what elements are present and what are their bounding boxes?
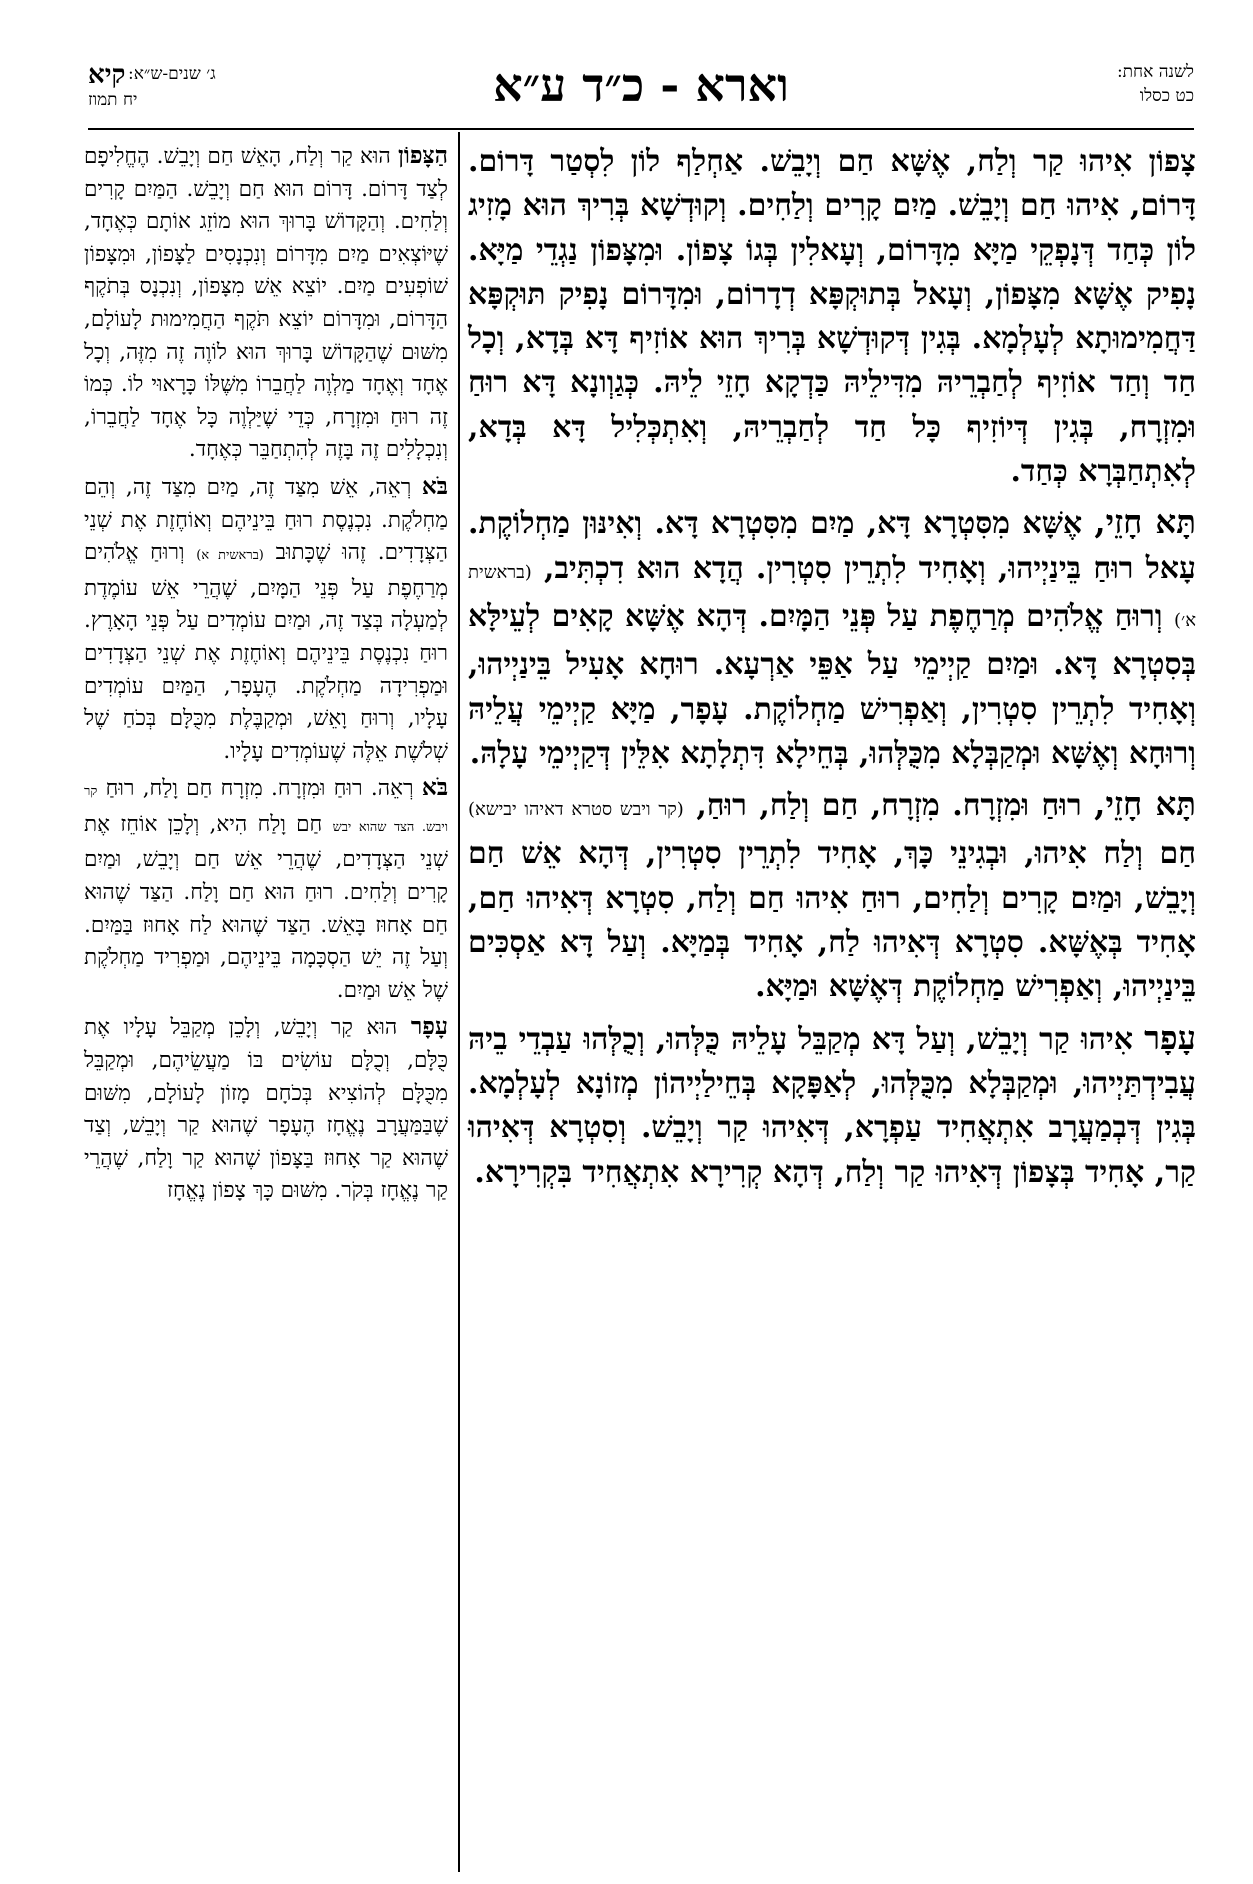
page-title: וארא - כ״ד ע״א <box>493 58 789 112</box>
main-text: וְרוּחַ אֱלֹהִים מְרַחֶפֶת עַל פְּנֵי הַמָּיִם. דְּהָא אֶשָּׁא קָאִים לְעֵילָּא בְּסִטְרָא דָּא. וּמַיִם קַיְימֵי עַל אַפֵּי אַרְעָא. רוּחָא אָעִיל בֵּינַיְיהוּ, וְאָחִיד לִתְרֵין סִטְרִין, וְאַפְרִישׁ מַחְלוֹקֶת. עָפָר, מַיָּא קַיְימֵי עֲלֵיהּ וְרוּחָא וְאֶשָּׁא וּמְקַבְּלָא מִכֻּלְּהוּ, בְּחֵילָא דִּתְלָתָא אִלֵּין דְּקַיְימֵי עָלָהּ. <box>468 598 1196 771</box>
translation-paragraph <box>84 772 448 1007</box>
paragraph-lead: בֹּא <box>421 472 448 500</box>
scripture-reference: (בראשית א) <box>196 548 264 564</box>
translation-paragraph <box>84 140 448 467</box>
main-paragraph <box>468 500 1196 776</box>
main-paragraph <box>468 140 1196 494</box>
paragraph-lead: עָפָר <box>1144 1018 1196 1057</box>
column-divider <box>458 132 460 1872</box>
translation-text: רְאֵה, אֵשׁ מִצַּד זֶה, מַיִם מִצַּד זֶה, וְהֵם מַחְלֹקֶת. נִכְנֶסֶת רוּחַ בֵּינֵיהֶם וְאוֹחֶזֶת אֶת שְׁנֵי הַצְּדָדִים. זֶהוּ שֶׁכָּתוּב <box>84 474 448 566</box>
main-text: חַם וְלַח אִיהוּ, וּבְגִינֵי כָּךְ, אָחִיד לִתְרֵין סִטְרִין, דְּהָא אֵשׁ חַם וְיָבֵשׁ, וּמַיִם קָרִים וְלַחִים, רוּחַ אִיהוּ חַם וְלַח, סִטְרָא דְּאִיהוּ חַם, אָחִיד בְּאֶשָּׁא. סִטְרָא דְּאִיהוּ לַח, אָחִיד בְּמַיָּא. וְעַל דָּא אַסְכִּים בֵּינַיְיהוּ, וְאַפְרִישׁ מַחְלוֹקֶת דְּאֶשָּׁא וּמַיָּא. <box>468 836 1196 1005</box>
translation-text: וְרוּחַ אֱלֹהִים מְרַחֶפֶת עַל פְּנֵי הַמָּיִם, שֶׁהֲרֵי אֵשׁ עוֹמֶדֶת לְמַעְלָה בְּצַד זֶה, וּמַיִם עוֹמְדִים עַל פְּנֵי הָאָרֶץ. רוּחַ נִכְנֶסֶת בֵּינֵיהֶם וְאוֹחֶזֶת אֶת שְׁנֵי הַצְּדָדִים וּמַפְרִידָה מַחְלֹקֶת. הֶעָפָר, הַמַּיִם עוֹמְדִים עָלָיו, וְרוּחַ וָאֵשׁ, וּמְקַבֶּלֶת מִכֻּלָּם בְּכֹחַ שֶׁל שְׁלֹשֶׁת אֵלֶּה שֶׁעוֹמְדִים עָלָיו. <box>84 540 448 764</box>
alt-cycle-date: יח תמוז <box>88 90 138 110</box>
main-text: אֶשָּׁא מִסִּטְרָא דָּא, מַיִם מִסִּטְרָא דָּא. וְאִינּוּן מַחְלוֹקֶת. עָאל רוּחַ בֵּינַיְיהוּ, וְאָחִיד לִתְרֵין סִטְרִין. הֲדָא הוּא דִכְתִּיב, <box>468 506 1196 586</box>
folio-number: קיא <box>88 60 126 90</box>
paragraph-lead: הַצָּפוֹן <box>397 142 448 169</box>
main-text-column <box>468 140 1196 1201</box>
textual-note: קר ויבש. הצד שהוא יבש <box>84 784 449 835</box>
main-paragraph <box>468 782 1196 1009</box>
main-text: רוּחַ וּמִזְרָח. מִזְרָח, חַם וְלַח, רוּחַ, <box>696 788 1082 824</box>
paragraph-lead: בֹּא <box>421 774 449 802</box>
translation-text: הוּא קַר וְלַח, הָאֵשׁ חַם וְיָבֵשׁ. הֶחֱלִיפָם לְצַד דָּרוֹם. דָּרוֹם הוּא חַם וְיָבֵשׁ. הַמַּיִם קָרִים וְלַחִים. וְהַקָּדוֹשׁ בָּרוּךְ הוּא מוֹזֵג אוֹתָם כְּאֶחָד, שֶׁיּוֹצְאִים מַיִם מִדָּרוֹם וְנִכְנָסִים לַצָּפוֹן, וּמִצָּפוֹן שׁוֹפְעִים מַיִם. יוֹצֵא אֵשׁ מִצָּפוֹן, וְנִכְנָס בְּתֹקֶף הַדָּרוֹם, וּמִדָּרוֹם יוֹצֵא תֹּקֶף הַחֲמִימוּת לָעוֹלָם, מִשּׁוּם שֶׁהַקָּדוֹשׁ בָּרוּךְ הוּא לוֹוֶה זֶה מִזֶּה, וְכָל אֶחָד וְאֶחָד מַלְוֶה לַחֲבֵרוֹ מִשֶּׁלּוֹ כָּרָאוּי לוֹ. כְּמוֹ זֶה רוּחַ וּמִזְרָח, כְּדֵי שֶׁיַּלְוֶה כָּל אֶחָד לַחֲבֵרוֹ, וְנִכְלָלִים זֶה בָּזֶה לְהִתְחַבֵּר כְּאֶחָד. <box>84 144 448 463</box>
paragraph-lead: תָּא חָזֵי, <box>1094 785 1196 824</box>
paragraph-lead: עָפָר <box>410 1013 448 1041</box>
main-text: צָפוֹן אִיהוּ קַר וְלַח, אֶשָּׁא חַם וְיָבֵשׁ. אַחְלַף לוֹן לִסְטַר דָּרוֹם. דָּרוֹם, אִיהוּ חַם וְיָבֵשׁ. מַיִם קָרִים וְלַחִים. וְקוּדְשָׁא בְּרִיךְ הוּא מָזִיג לוֹן כְּחַד דְּנָפְקֵי מַיָּא מִדָּרוֹם, וְעָאלִין בְּגוֹ צָפוֹן. וּמִצָּפוֹן נַגְדֵי מַיָּא. נָפִיק אֶשָּׁא מִצָּפוֹן, וְעָאל בְּתוּקְפָּא דְדָרוֹם, וּמִדָּרוֹם נָפִיק תּוּקְפָּא דַּחֲמִימוּתָא לְעָלְמָא. בְּגִין דְּקוּדְשָׁא בְּרִיךְ הוּא אוֹזִיף דָּא בְּדָא, וְכָל חַד וְחַד אוֹזִיף לְחַבְרֵיהּ מִדִּילֵיהּ כַּדְקָא חָזֵי לֵיהּ. כְּגַוְונָא דָּא רוּחַ וּמִזְרָח, בְּגִין דְּיוֹזִיף כָּל חַד לְחַבְרֵיהּ, וְאִתְכְּלִיל דָּא בְּדָא, לְאִתְחַבְּרָא כְּחַד. <box>468 144 1196 490</box>
paragraph-lead: תָּא חָזֵי, <box>1094 503 1196 542</box>
translation-text: הוּא קַר וְיָבֵשׁ, וְלָכֵן מְקַבֵּל עָלָיו אֶת כֻּלָּם, וְכֻלָּם עוֹשִׂים בּוֹ מַעֲשֵׂיהֶם, וּמְקַבֵּל מִכֻּלָּם לְהוֹצִיא בְּכֹחָם מָזוֹן לָעוֹלָם, מִשּׁוּם שֶׁבַּמַּעֲרָב נֶאֱחָז הֶעָפָר שֶׁהוּא קַר וְיָבֵשׁ, וְצַד שֶׁהוּא קַר אָחוּז בַּצָּפוֹן שֶׁהוּא קַר וָלַח, שֶׁהֲרֵי קַר נֶאֱחָז בְּקֹר. מִשּׁוּם כָּךְ צָפוֹן נֶאֱחָז <box>84 1015 448 1204</box>
translation-text: רְאֵה. רוּחַ וּמִזְרָח. מִזְרָח חַם וָלַח, רוּחַ <box>105 776 414 802</box>
scripture-reference: (בראשית א׳) <box>468 561 1196 631</box>
main-paragraph <box>468 1016 1196 1195</box>
alt-cycle-label: ג׳ שנים-ש״א: <box>128 64 216 84</box>
textual-note: (קר ויבש סטרא דאיהו יבישא) <box>468 799 684 821</box>
translation-column <box>84 140 448 1212</box>
translation-paragraph <box>84 1011 448 1208</box>
translation-text: חַם וָלַח הִיא, וְלָכֵן אוֹחֵז אֶת שְׁנֵי הַצְּדָדִים, שֶׁהֲרֵי אֵשׁ חַם וְיָבֵשׁ, וּמַיִם קָרִים וְלַחִים. רוּחַ הוּא חַם וָלַח. הַצַּד שֶׁהוּא חַם אָחוּז בָּאֵשׁ. הַצַּד שֶׁהוּא לַח אָחוּז בַּמַּיִם. וְעַל זֶה יֵשׁ הַסְכָּמָה בֵּינֵיהֶם, וּמַפְרִיד מַחְלֹקֶת שֶׁל אֵשׁ וּמַיִם. <box>84 811 448 1003</box>
translation-paragraph <box>84 471 448 768</box>
study-cycle-label: לשנה אחת: <box>1116 62 1194 82</box>
header-rule <box>88 128 1194 130</box>
study-cycle-date: כט כסלו <box>1139 86 1194 106</box>
main-text: אִיהוּ קַר וְיָבֵשׁ, וְעַל דָּא מְקַבֵּל עָלֵיהּ כֻּלְּהוּ, וְכֻלְּהוּ עַבְדֵי בֵיהּ עֲבִידְתַּיְיהוּ, וּמְקַבְּלָא מִכֻּלְּהוּ, לְאַפָּקָא בְּחֵילַיְיהוֹן מְזוֹנָא לְעָלְמָא. בְּגִין דְּבְמַעֲרָב אִתְאֲחִיד עַפְרָא, דְּאִיהוּ קַר וְיָבֵשׁ. וְסִטְרָא דְּאִיהוּ קַר, אָחִיד בְּצָפוֹן דְּאִיהוּ קַר וְלַח, דְּהָא קְרִירָא אִתְאֲחִיד בִּקְרִירָא. <box>468 1021 1196 1190</box>
